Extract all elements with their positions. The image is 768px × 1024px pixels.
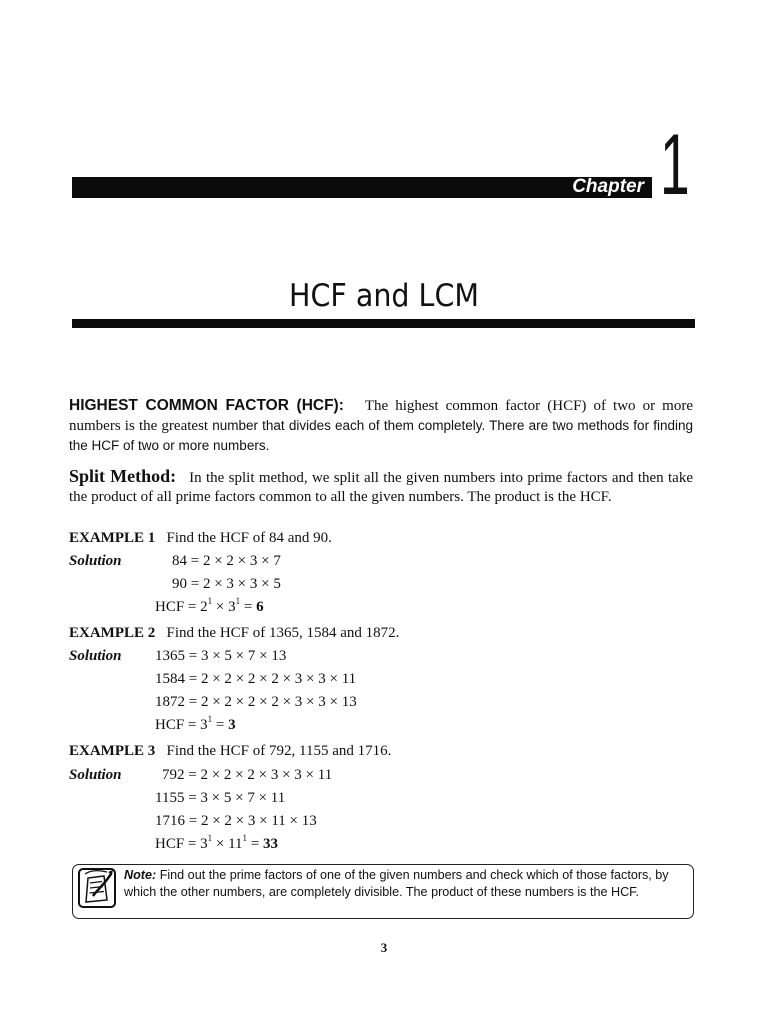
hcf-definition: [69, 396, 693, 456]
hcf-text-b: number that divides each of them completely. There are two methods for finding the HCF of two or more numbers.: [69, 418, 693, 453]
example-label: EXAMPLE 1: [69, 530, 156, 546]
example-label: EXAMPLE 3: [69, 743, 156, 759]
split-text: In the split method, we split all the given numbers into prime factors and then take the product of all prime factors common to all the given numbers. The product is the HCF.: [69, 470, 693, 505]
solution-label: Solution: [69, 553, 122, 569]
solution-line: 90 = 2 × 3 × 3 × 5: [172, 576, 281, 592]
hcf-heading: HIGHEST COMMON FACTOR (HCF):: [69, 397, 344, 414]
chapter-number: 1: [660, 117, 690, 213]
example-question: Find the HCF of 84 and 90.: [166, 530, 332, 546]
example-3-header: [69, 742, 391, 761]
hcf-result: 3: [228, 717, 236, 733]
split-method: [69, 467, 693, 507]
hcf-result: 6: [256, 599, 264, 615]
solution-line: 1872 = 2 × 2 × 2 × 2 × 3 × 3 × 13: [155, 694, 357, 710]
solution-line: 84 = 2 × 2 × 3 × 7: [172, 553, 281, 569]
solution-line: 1716 = 2 × 2 × 3 × 11 × 13: [155, 813, 317, 829]
example-question: Find the HCF of 1365, 1584 and 1872.: [166, 625, 400, 641]
note-text: [124, 867, 690, 901]
note-body: Find out the prime factors of one of the given numbers and check which of those factors, by which the other numbers, are completely divisible. The product of these numbers is the HCF.: [124, 868, 669, 899]
hcf-result-line: HCF = $3^1 = 3$: [155, 714, 236, 733]
hcf-result-line: HCF = $2^1 \times 3^1 = 6$: [155, 596, 264, 615]
example-1-header: [69, 529, 332, 548]
solution-line: 792 = 2 × 2 × 2 × 3 × 3 × 11: [162, 767, 333, 783]
hcf-result: 33: [263, 836, 279, 852]
example-question: Find the HCF of 792, 1155 and 1716.: [166, 743, 392, 759]
solution-label: Solution: [69, 767, 122, 783]
hcf-text-a: The highest common factor (HCF) of two or more numbers is the greatest: [69, 398, 694, 434]
chapter-bar: [72, 177, 652, 198]
solution-line: 1365 = 3 × 5 × 7 × 13: [155, 648, 287, 664]
note-label: Note:: [124, 868, 157, 882]
chapter-label: Chapter: [572, 176, 644, 197]
chapter-title: HCF and LCM: [289, 278, 479, 314]
solution-line: 1155 = 3 × 5 × 7 × 11: [155, 790, 286, 806]
hcf-result-line: HCF = $3^1 \times 11^1 = 33$: [155, 833, 279, 852]
note-writing-icon: [77, 866, 119, 910]
example-label: EXAMPLE 2: [69, 625, 156, 641]
example-2-header: [69, 624, 399, 643]
solution-line: 1584 = 2 × 2 × 2 × 2 × 3 × 3 × 11: [155, 671, 357, 687]
title-rule: [72, 319, 695, 328]
solution-label: Solution: [69, 648, 122, 664]
page-number: 3: [380, 940, 388, 955]
split-heading: Split Method:: [69, 466, 177, 486]
